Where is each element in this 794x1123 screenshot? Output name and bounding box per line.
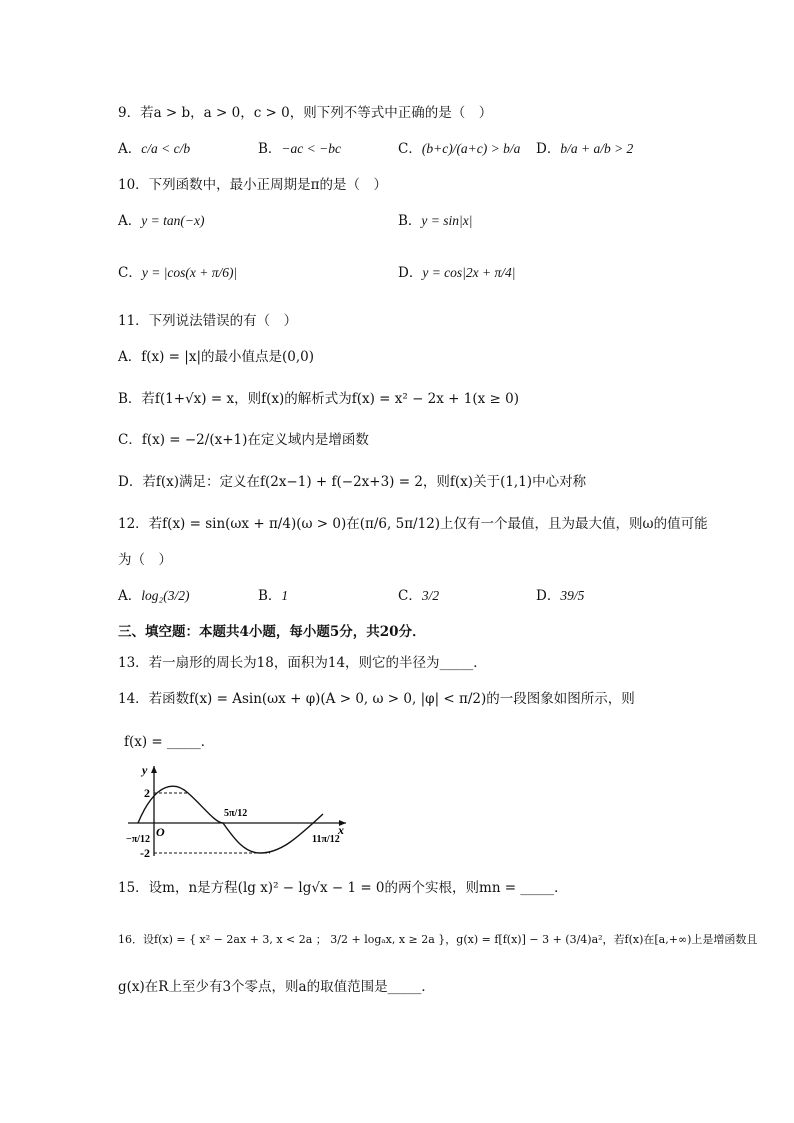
q9-option-d-expr: b/a + a/b > 2	[560, 141, 634, 156]
q11-option-b: B．若f(1+√x) = x，则f(x)的解析式为f(x) = x² − 2x + 1(x ≥ 0)	[118, 391, 519, 407]
q9-option-c: C．(b+c)/(a+c) > b/a	[398, 141, 521, 157]
q16-stem-cont: g(x)在R上至少有3个零点，则a的取值范围是_____．	[118, 979, 435, 995]
x-left-label: −π/12	[126, 834, 150, 845]
q14-answer-line: f(x) = _____．	[124, 734, 215, 750]
q14-sine-graph	[120, 760, 360, 860]
q12-stem: 12．若f(x) = sin(ωx + π/4)(ω > 0)在(π/6, 5π/12)上仅有一个最值，且为最大值，则ω的值可能	[118, 516, 708, 532]
x-mid-label: 5π/12	[224, 808, 248, 819]
x-right-label: 11π/12	[312, 834, 340, 845]
origin-label: O	[156, 825, 165, 839]
q9-option-b-expr: −ac < −bc	[281, 141, 341, 156]
q11-option-a: A．f(x) = |x|的最小值点是(0,0)	[118, 349, 315, 365]
y-max-label: 2	[144, 786, 150, 800]
q10-option-d: D．y = cos|2x + π/4|	[398, 265, 516, 281]
q15-stem: 15．设m，n是方程(lg x)² − lg√x − 1 = 0的两个实根，则mn = _____．	[118, 880, 568, 896]
q11-option-d: D．若f(x)满足：定义在f(2x−1) + f(−2x+3) = 2，则f(x)关于(1,1)中心对称	[118, 474, 587, 490]
q10-option-c: C．y = |cos(x + π/6)|	[118, 265, 238, 281]
q9-stem: 9．若a > b，a > 0，c > 0，则下列不等式中正确的是（ ）	[118, 105, 493, 121]
q16-stem: 16．设f(x) = { x² − 2ax + 3, x < 2a ； 3/2 + logₐx, x ≥ 2a }，g(x) = f[f(x)] − 3 + (3/4)a²，若f(x)在[a,+∞)上是增函数且	[118, 933, 758, 946]
q9-option-a-expr: c/a < c/b	[141, 141, 191, 156]
q12-option-a: A．log₂(3/2)	[118, 588, 190, 604]
q11-option-c: C．f(x) = −2/(x+1)在定义域内是增函数	[118, 432, 369, 448]
q9-option-b: B．−ac < −bc	[258, 141, 341, 157]
q12-stem-cont: 为（ ）	[118, 552, 172, 568]
sine-curve	[138, 786, 323, 853]
q14-stem: 14．若函数f(x) = Asin(ωx + φ)(A > 0, ω > 0, |φ| < π/2)的一段图象如图所示，则	[118, 691, 635, 707]
q12-option-b: B．1	[258, 588, 289, 604]
q13-stem: 13．若一扇形的周长为18，面积为14，则它的半径为_____．	[118, 655, 487, 671]
q9-option-d: D．b/a + a/b > 2	[536, 141, 634, 157]
q10-option-a: A．y = tan(−x)	[118, 213, 205, 229]
q10-option-b: B．y = sin|x|	[398, 213, 473, 229]
q9-option-a: A．c/a < c/b	[118, 141, 191, 157]
q12-option-d: D．39/5	[536, 588, 585, 604]
q10-stem: 10．下列函数中，最小正周期是π的是（ ）	[118, 177, 388, 193]
y-axis-label: y	[142, 763, 148, 777]
y-min-label: -2	[140, 846, 150, 860]
q12-option-c: C．3/2	[398, 588, 440, 604]
x-axis-label: x	[338, 823, 344, 837]
q11-stem: 11．下列说法错误的有（ ）	[118, 313, 298, 329]
q9-option-c-expr: (b+c)/(a+c) > b/a	[421, 141, 521, 156]
section-3-heading: 三、填空题：本题共4小题，每小题5分，共20分．	[118, 624, 426, 640]
y-axis-arrow	[151, 766, 157, 773]
